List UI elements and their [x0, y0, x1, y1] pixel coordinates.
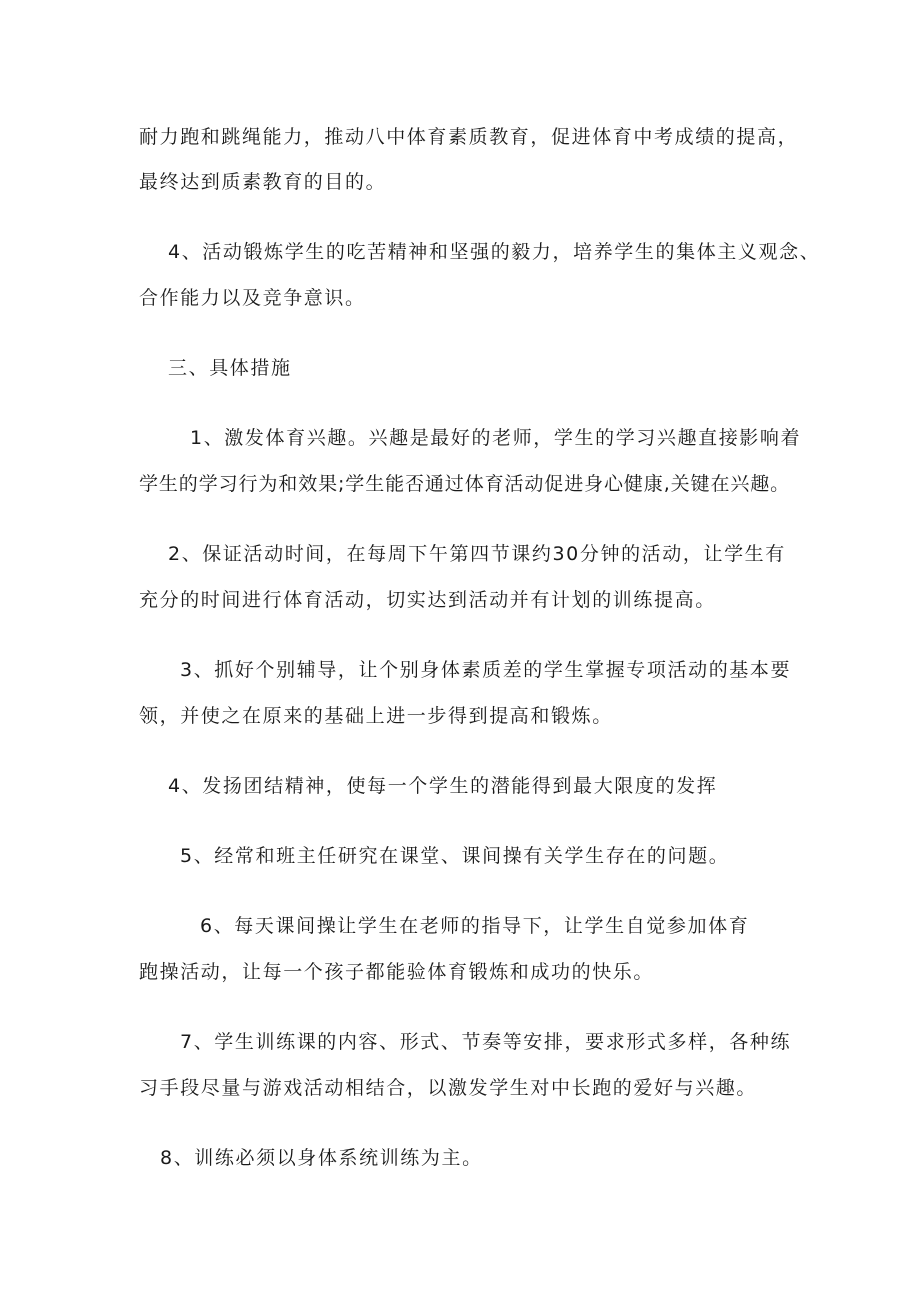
paragraph-line-18: 8、训练必须以身体系统训练为主。 — [160, 1147, 483, 1169]
paragraph-line-1: 耐力跑和跳绳能力，推动八中体育素质教育，促进体育中考成绩的提高， — [139, 126, 799, 148]
paragraph-line-13: 5、经常和班主任研究在课堂、课间操有关学生存在的问题。 — [180, 845, 730, 867]
paragraph-line-8: 2、保证活动时间，在每周下午第四节课约30分钟的活动，让学生有 — [168, 543, 786, 565]
paragraph-line-12: 4、发扬团结精神，使每一个学生的潜能得到最大限度的发挥 — [168, 775, 718, 797]
paragraph-line-3: 4、活动锻炼学生的吃苦精神和坚强的毅力，培养学生的集体主义观念、 — [168, 241, 821, 263]
paragraph-line-11: 领，并使之在原来的基础上进一步得到提高和锻炼。 — [139, 705, 613, 727]
paragraph-line-15: 跑操活动，让每一个孩子都能验体育锻炼和成功的快乐。 — [139, 961, 655, 983]
paragraph-line-7: 学生的学习行为和效果;学生能否通过体育活动促进身心健康,关键在兴趣。 — [139, 473, 791, 495]
paragraph-line-17: 习手段尽量与游戏活动相结合，以激发学生对中长跑的爱好与兴趣。 — [139, 1077, 758, 1099]
paragraph-line-9: 充分的时间进行体育活动，切实达到活动并有计划的训练提高。 — [139, 589, 716, 611]
paragraph-line-6: 1、激发体育兴趣。兴趣是最好的老师，学生的学习兴趣直接影响着 — [190, 427, 802, 449]
paragraph-line-4: 合作能力以及竞争意识。 — [139, 287, 366, 309]
section-heading: 三、具体措施 — [168, 357, 292, 379]
paragraph-line-10: 3、抓好个别辅导，让个别身体素质差的学生掌握专项活动的基本要 — [180, 659, 792, 681]
paragraph-line-2: 最终达到质素教育的目的。 — [139, 171, 387, 193]
paragraph-line-14: 6、每天课间操让学生在老师的指导下，让学生自觉参加体育 — [200, 915, 750, 937]
paragraph-line-16: 7、学生训练课的内容、形式、节奏等安排，要求形式多样，各种练 — [180, 1031, 792, 1053]
